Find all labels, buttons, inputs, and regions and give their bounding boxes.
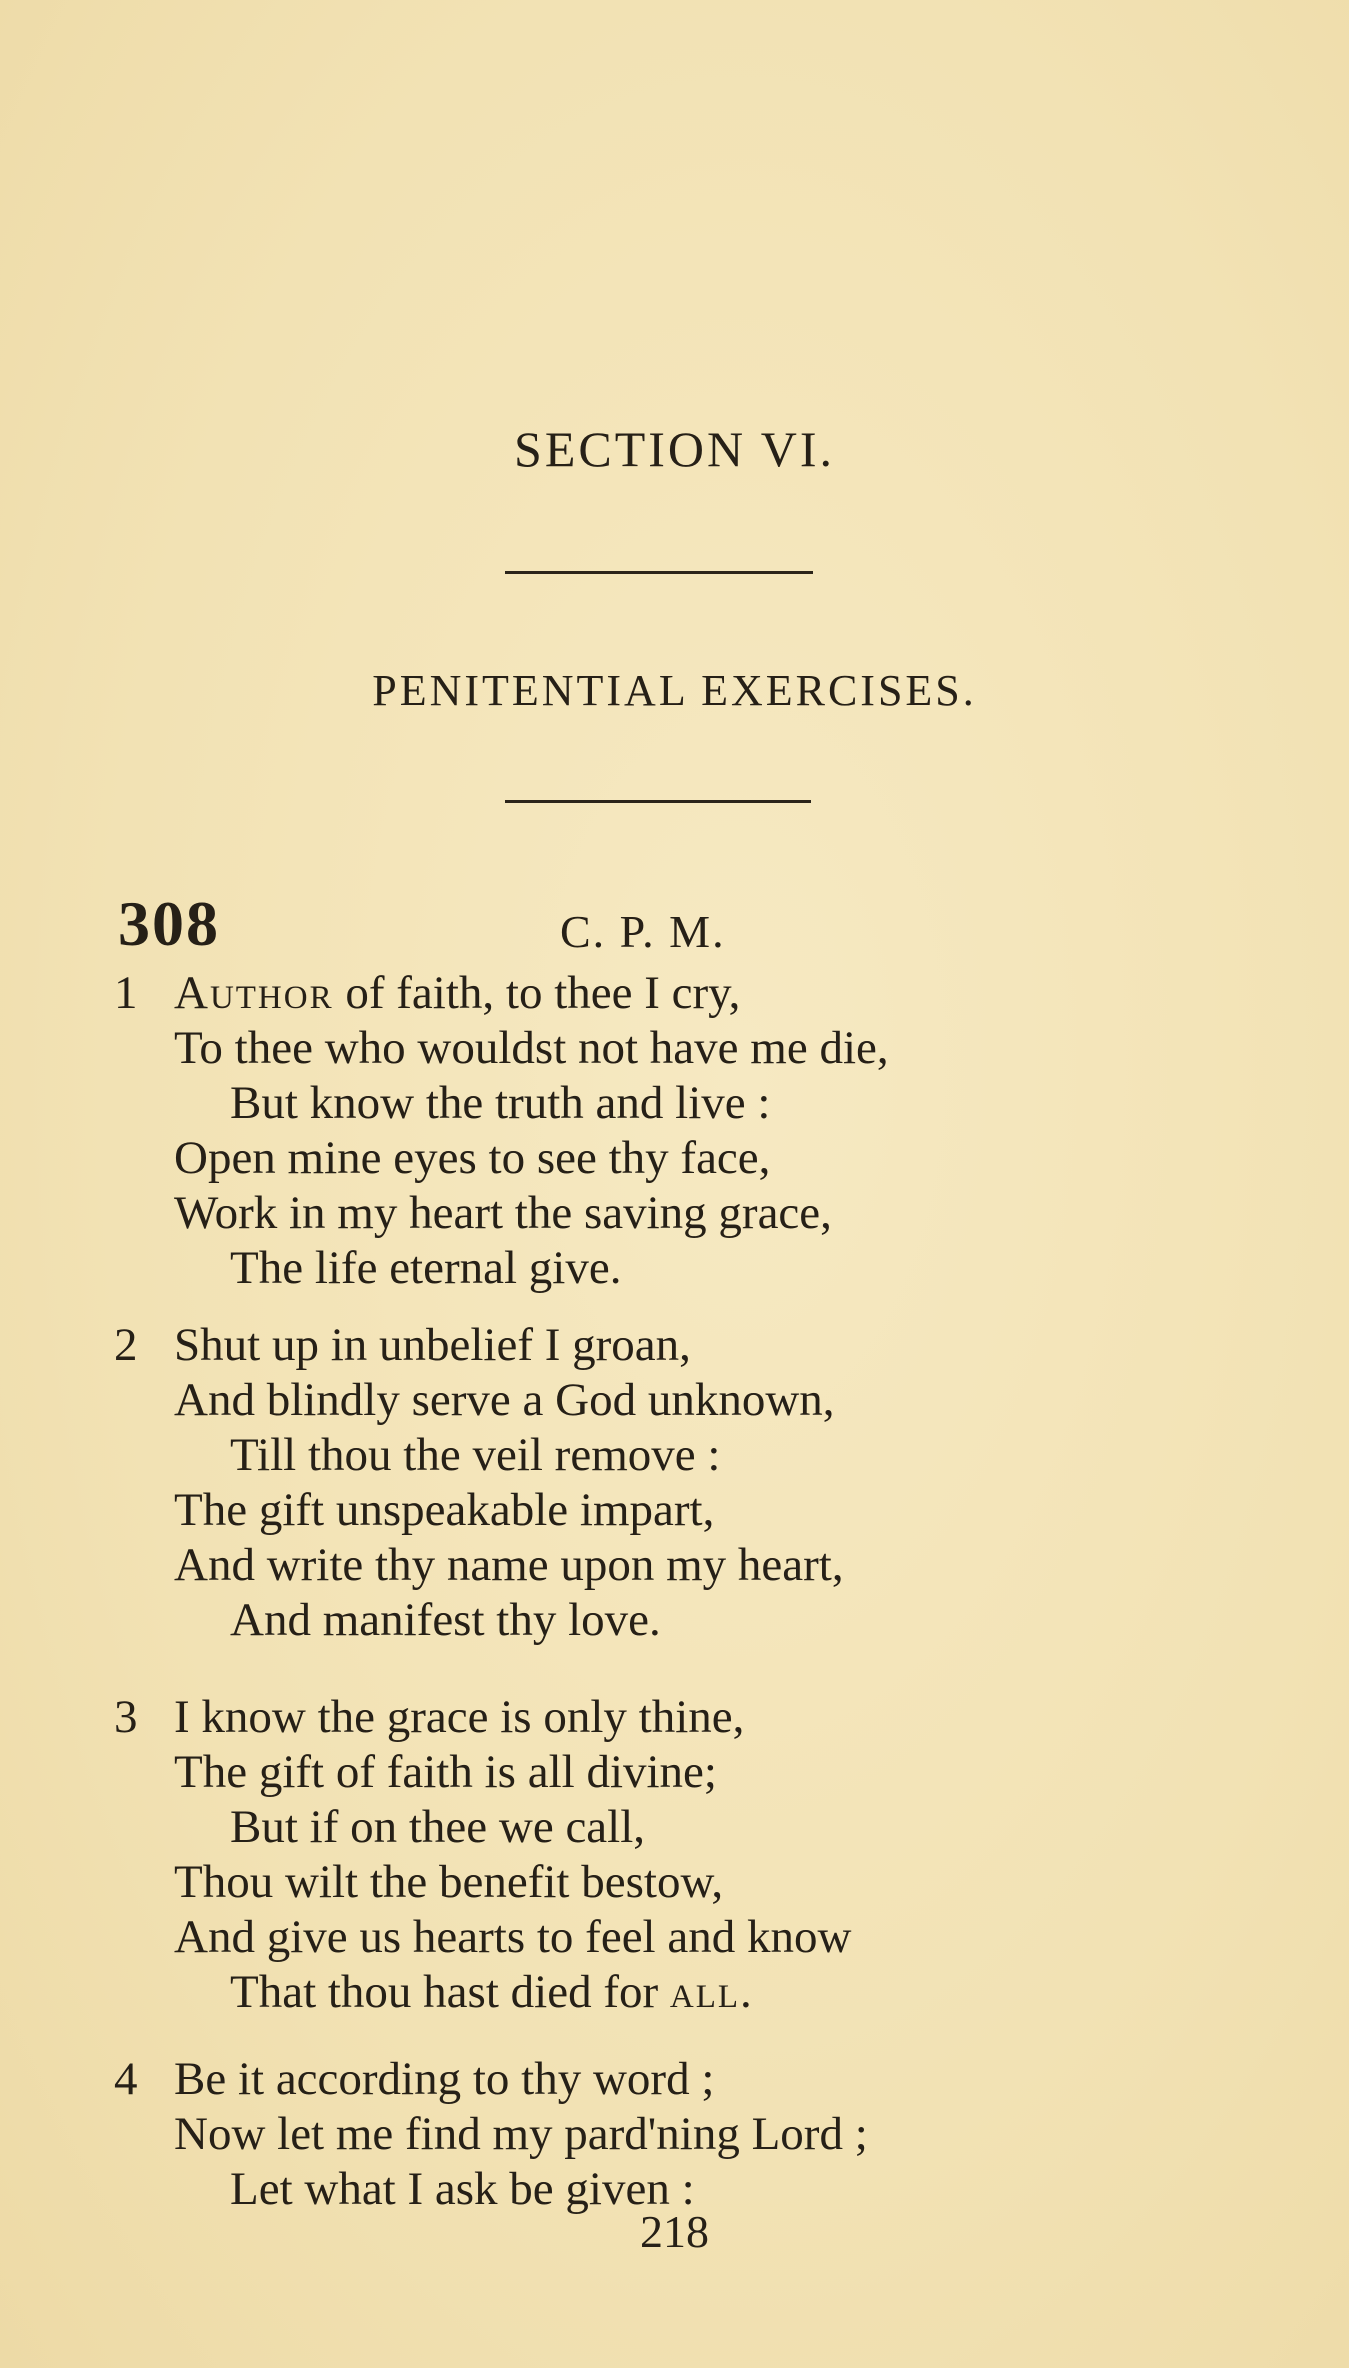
verse-line: I know the grace is only thine, [174,1691,745,1743]
verse-line: But if on thee we call, [230,1801,646,1853]
verse-line: Open mine eyes to see thy face, [174,1132,771,1184]
page-number: 218 [640,2206,709,2257]
verse-first-word: Author [174,967,334,1019]
verse-number: 3 [114,1691,138,1743]
verse-line: And write thy name upon my heart, [174,1539,844,1591]
verse-line: Work in my heart the saving grace, [174,1187,832,1239]
verse-line: Shut up in unbelief I groan, [174,1319,691,1371]
verse-line: To thee who wouldst not have me die, [174,1022,889,1074]
verse-line: Till thou the veil remove : [230,1429,721,1481]
verse-line: Let what I ask be given : [230,2163,695,2215]
verse-line: And manifest thy love. [230,1594,661,1646]
verse-line: But know the truth and live : [230,1077,771,1129]
verse-line: And give us hearts to feel and know [174,1911,852,1963]
verse-line: Be it according to thy word ; [174,2053,715,2105]
hymn-meter: C. P. M. [560,906,726,957]
verse-line: And blindly serve a God unknown, [174,1374,835,1426]
hymn-number: 308 [118,888,220,959]
verse-number: 2 [114,1319,138,1371]
verse-line: The life eternal give. [230,1242,622,1294]
verse-line [230,1965,754,2019]
verse-line: Thou wilt the benefit bestow, [174,1856,724,1908]
verse-line-text: of faith, to thee I cry, [333,967,741,1019]
divider-rule [505,571,813,574]
verse-number: 4 [114,2053,138,2105]
verse-emphasis-word: all. [669,1966,754,2018]
section-heading: SECTION VI. [514,421,835,477]
verse-line: Now let me find my pard'ning Lord ; [174,2108,868,2160]
verse-line: The gift of faith is all divine; [174,1746,717,1798]
verse-number: 1 [114,967,138,1019]
section-subtitle: PENITENTIAL EXERCISES. [372,666,977,715]
divider-rule [505,800,811,803]
verse-line [174,966,740,1020]
verse-line: The gift unspeakable impart, [174,1484,715,1536]
verse-line-text: That thou hast died for [230,1966,670,2018]
